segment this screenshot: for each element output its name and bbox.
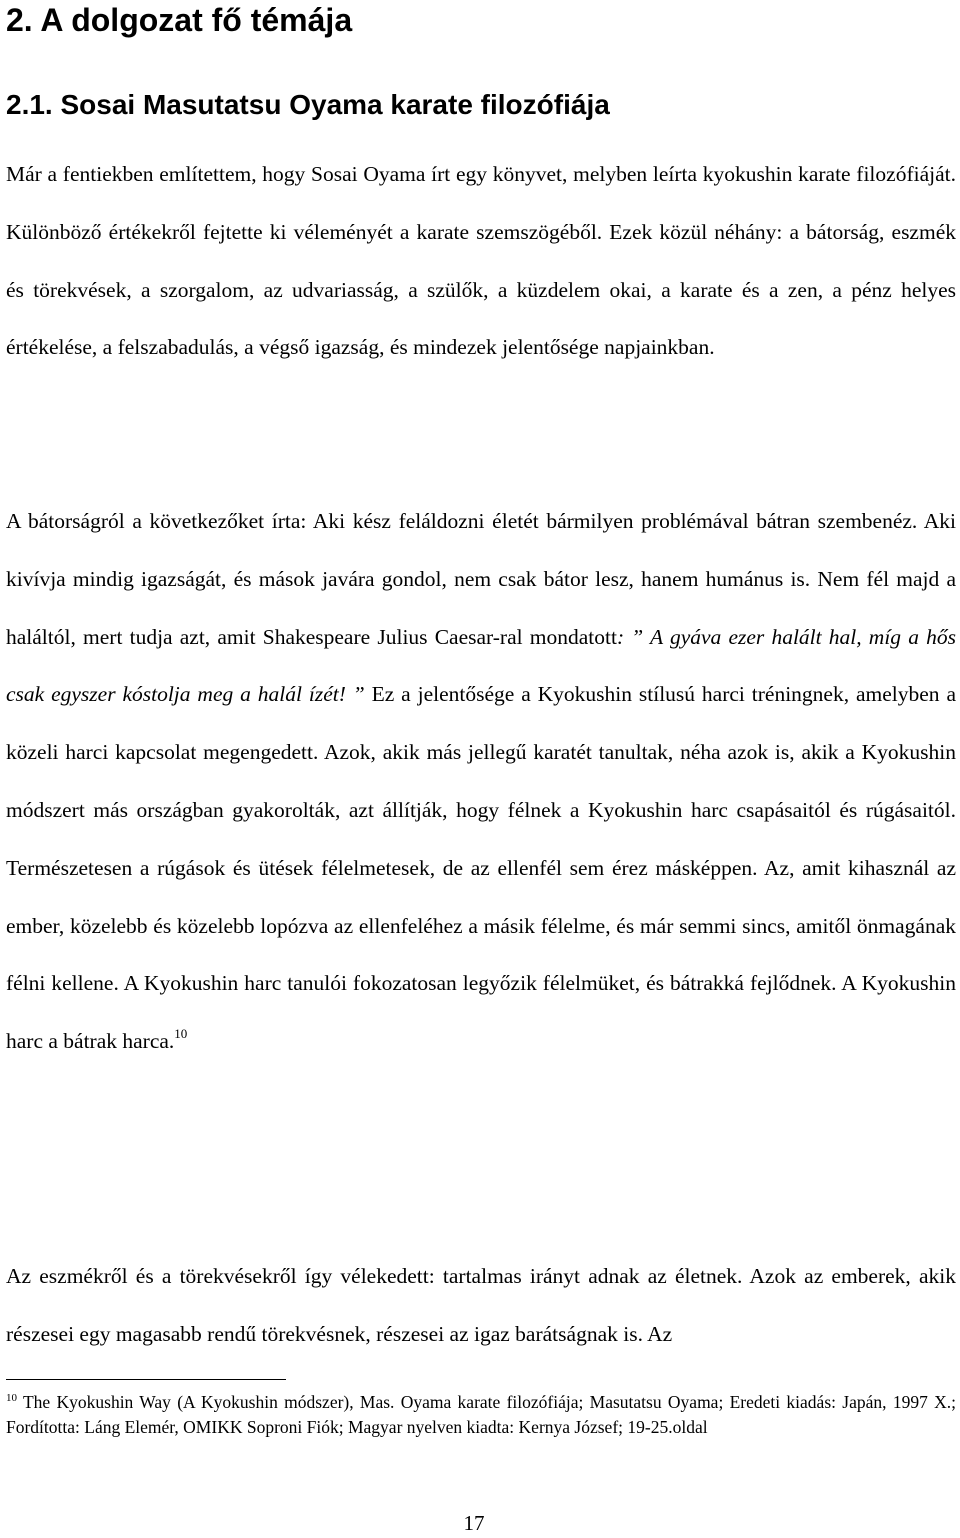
courage-text-continued: Ez a jelentősége a Kyokushin stílusú harci tréningnek, amelyben a közeli harci kapcsolat megengedett. Azok, akik más jellegű karatét tanultak, néha azok is, akik a Kyokushin módszert más országban gyakorolták, azt állítják, hogy félnek a Kyokushin harc csapásaitól és rúgásaitól. Természetesen a rúgások és ütések félelmetesek, de az ellenfél sem érez másképpen. Az, amit kihasznál az ember, közelebb és közelebb lopózva az ellenfeléhez a másik félelme, és már semmi sincs, amitől önmagának félni kellene. A Kyokushin harc tanulói fokozatosan legyőzik félelmüket, és bátrakká fejlődnek. A Kyokushin harc a bátrak harca.: [6, 682, 956, 1054]
paragraph-courage: [6, 493, 956, 1071]
courage-text: A bátorságról a következőket írta: Aki kész feláldozni életét bármilyen problémával bátran szembenéz. Aki kivívja mindig igazságát, és mások javára gondol, nem csak bátor lesz, hanem humánus is. Nem fél majd a haláltól, mert tudja azt, amit Shakespeare Julius Caesar-ral mondatott: [6, 509, 956, 649]
footnote: [6, 1390, 956, 1440]
chapter-heading: 2. A dolgozat fő témája: [6, 2, 353, 38]
footnote-reference[interactable]: 10: [174, 1026, 188, 1042]
section-heading: 2.1. Sosai Masutatsu Oyama karate filozófiája: [6, 89, 610, 120]
paragraph-ideals: Az eszmékről és a törekvésekről így vélekedett: tartalmas irányt adnak az életnek. Azok az emberek, akik részesei egy magasabb rendű törekvésnek, részesei az igaz barátságnak is. Az: [6, 1264, 956, 1346]
page-number: 17: [463, 1511, 485, 1535]
footnote-number: 10: [6, 1392, 17, 1404]
footnote-separator: [6, 1379, 286, 1380]
paragraph-intro: Már a fentiekben említettem, hogy Sosai Oyama írt egy könyvet, melyben leírta kyokushin karate filozófiáját. Különböző értékekről fejtette ki véleményét a karate szemszögéből. Ezek közül néhány: a bátorság, eszmék és törekvések, a szorgalom, az udvariasság, a szülők, a küzdelem okai, a karate és a zen, a pénz helyes értékelése, a felszabadulás, a végső igazság, és mindezek jelentősége napjainkban.: [6, 162, 956, 360]
footnote-text: The Kyokushin Way (A Kyokushin módszer), Mas. Oyama karate filozófiája; Masutatsu Oyama; Eredeti kiadás: Japán, 1997 X.; Fordította: Láng Elemér, OMIKK Soproni Fiók; Magyar nyelven kiadta: Kernya József; 19-25.oldal: [6, 1392, 956, 1437]
shakespeare-quote: : ” A gyáva ezer halált hal, míg a hős csak egyszer kóstolja meg a halál ízét! ”: [6, 624, 957, 707]
